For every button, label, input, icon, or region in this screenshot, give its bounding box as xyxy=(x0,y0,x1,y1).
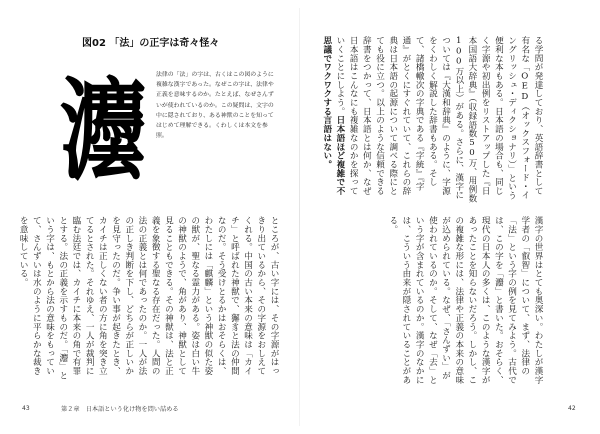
left-page-body: ところが、古い字には、その字源がはっきり出ているから、その字源をおしえてくれる。中国の古い本来の意味は「カイチ」と呼ばれた神獣で、獬豸と法の仲間なのだ。そう受けとるかはおそらくは、わたしには「麒麟」という神獣の似た姿の獣が、聖なる霊力がある。姿は白い牛の神獣のようで、角があり、神獣として見ることもできる。その神獣は、法と正義を象徴する聖なる存在だった。人間の法の正義とは何であったのか。一人が法の正しき判断を下し、どちらが正しいかを見守ったのだ。争い事が起きたとき、カイチは正しくない者の方に角を突き立てるとされた。それゆえ、一人が裁判に臨む法廷では、カイチに本来の角で有罪とする。法の正義を示すものだ。「灋」という字は、もとから法の意味をもっていて、さんずいは水のように平らかな裁きを意味している。 xyxy=(18,216,279,380)
figure-kanji: 灋 xyxy=(60,66,146,195)
page-number-right: 42 xyxy=(568,405,576,412)
figure-caption: 法律の「法」の字は、古くはこの図のように複雑な漢字であった。なぜこの字は、法律や正義を意味するのか。たとえば、なぜさんずいが使われているのか。この疑問は、文字の中に隠されており、ある神獣のことを知ってはじめて理解できる。くわしくは本文を参照。 xyxy=(156,72,274,140)
emphasis-text: 日本語ほど複雑で不思議でワクワクする言語はない。 xyxy=(321,36,345,196)
figure-title: 図02 「法」の正字は奇々怪々 xyxy=(82,38,220,49)
chapter-title: 第２章 日本語という化け物を問い詰める xyxy=(61,406,179,413)
right-page-top-body xyxy=(321,36,544,203)
page-number-left: 43 xyxy=(22,405,30,412)
right-page-bottom-body: 漢字の世界はとても奥深い。わたしが漢字学者の「叡智」について、まず、法律の「法」という字の例を見てみよう。古代では、この字を「灋」と書いた。おそらく、現代の日本人の多くは、このような漢字があったことを知らないだろう。しかし、この複雑な形には、法律や正義の本来の意味が込められている。なぜ、「さんずい」が使われているのか。そして、なぜ「去」という字が含まれているのか。漢字のなかには、こういう由来が隠されていることがある。 xyxy=(387,216,543,385)
right-top-text: る学問が発達しており、英語辞書として有名な「OED（オックスフォード・イングリッシュ・ディクショナリ）」という便利な本もある。日本語の場合も、同じく字源や初出例をリストアップした『日本国語大辞典』（収録語数50万、用例数100万以上）がある。さらに、漢字については『大漢和辞典』のように、字源をくわしく解説した辞書もある。そして、諸橋轍次の字典である『字統』『字通』がとくにすぐれていて、これらの辞典は日本語の起源について調べる際にとても役に立つ。以上のような信頼できる辞書をつかって、日本語とは何か、なぜ日本語はこんなにも複雑なのかを探っていくことにしよう。 xyxy=(334,36,543,203)
